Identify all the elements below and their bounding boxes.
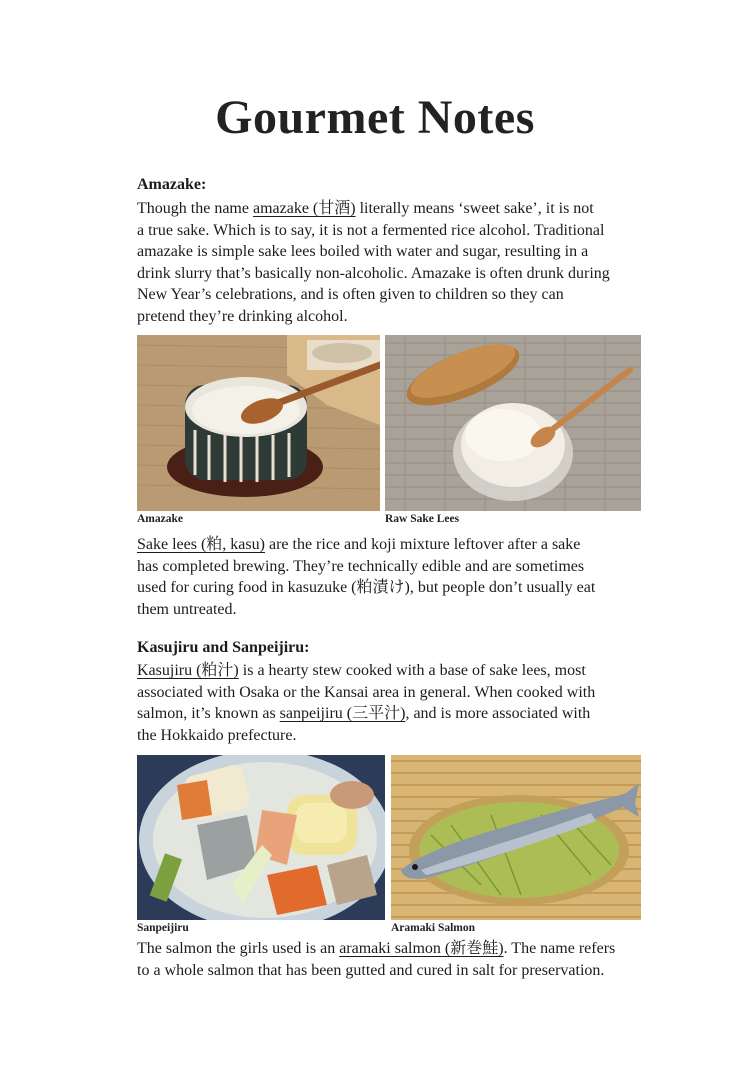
text-fragment: , and is more associated with — [405, 705, 591, 723]
kasujiru-paragraph — [137, 660, 667, 746]
text-fragment: salmon, it’s known as — [137, 705, 280, 723]
text-line: used for curing food in kasuzuke (粕漬け), but people don’t usually eat — [137, 579, 596, 597]
term-sake-lees: Sake lees (粕, kasu) — [137, 536, 265, 553]
text-line — [137, 703, 667, 725]
section-heading-kasujiru: Kasujiru and Sanpeijiru: — [137, 639, 310, 656]
amazake-paragraph — [137, 198, 667, 328]
section-heading-amazake: Amazake: — [137, 176, 207, 193]
term-sanpeijiru: sanpeijiru (三平汁) — [279, 705, 406, 723]
text-fragment: Though the name — [137, 200, 253, 217]
text-fragment: literally means ‘sweet sake’, it is not — [355, 200, 594, 217]
aramaki-salmon-photo — [391, 755, 641, 920]
caption-sanpeijiru: Sanpeijiru — [137, 922, 189, 934]
raw-sake-lees-photo — [385, 335, 641, 511]
caption-aramaki-salmon: Aramaki Salmon — [391, 922, 476, 934]
term-amazake: amazake (甘酒) — [252, 200, 356, 217]
text-line: drink slurry that’s basically non-alcoholic. Amazake is often drunk during — [137, 264, 610, 282]
text-line — [137, 198, 667, 220]
text-line: a true sake. Which is to say, it is not a fermented rice alcohol. Traditional — [137, 221, 605, 239]
text-fragment: are the rice and koji mixture leftover after a sake — [264, 536, 581, 553]
page-title: Gourmet Notes — [215, 91, 535, 144]
text-line: the Hokkaido prefecture. — [137, 726, 297, 744]
text-line: New Year’s celebrations, and is often given to children so they can — [137, 286, 564, 304]
term-kasujiru: Kasujiru (粕汁) — [137, 662, 239, 679]
text-line: them untreated. — [137, 600, 237, 618]
text-line: amazake is simple sake lees boiled with water and sugar, resulting in a — [137, 243, 589, 261]
term-aramaki-salmon: aramaki salmon (新巻鮭) — [339, 940, 504, 957]
sake-lees-paragraph — [137, 534, 667, 620]
text-line: associated with Osaka or the Kansai area in general. When cooked with — [137, 683, 596, 701]
caption-amazake: Amazake — [137, 513, 183, 525]
text-line: pretend they’re drinking alcohol. — [137, 307, 348, 325]
text-line — [137, 660, 667, 682]
text-line: has completed brewing. They’re technically edible and are sometimes — [137, 557, 585, 575]
text-line — [137, 534, 667, 556]
amazake-photo — [137, 335, 380, 511]
text-line: to a whole salmon that has been gutted and cured in salt for preservation. — [137, 961, 605, 979]
text-line — [137, 938, 667, 960]
text-fragment: The salmon the girls used is an — [137, 940, 340, 957]
caption-raw-sake-lees: Raw Sake Lees — [385, 513, 460, 525]
aramaki-paragraph — [137, 938, 667, 981]
sanpeijiru-photo — [137, 755, 385, 920]
text-fragment: . The name refers — [503, 940, 616, 957]
text-fragment: is a hearty stew cooked with a base of sake lees, most — [238, 662, 586, 679]
